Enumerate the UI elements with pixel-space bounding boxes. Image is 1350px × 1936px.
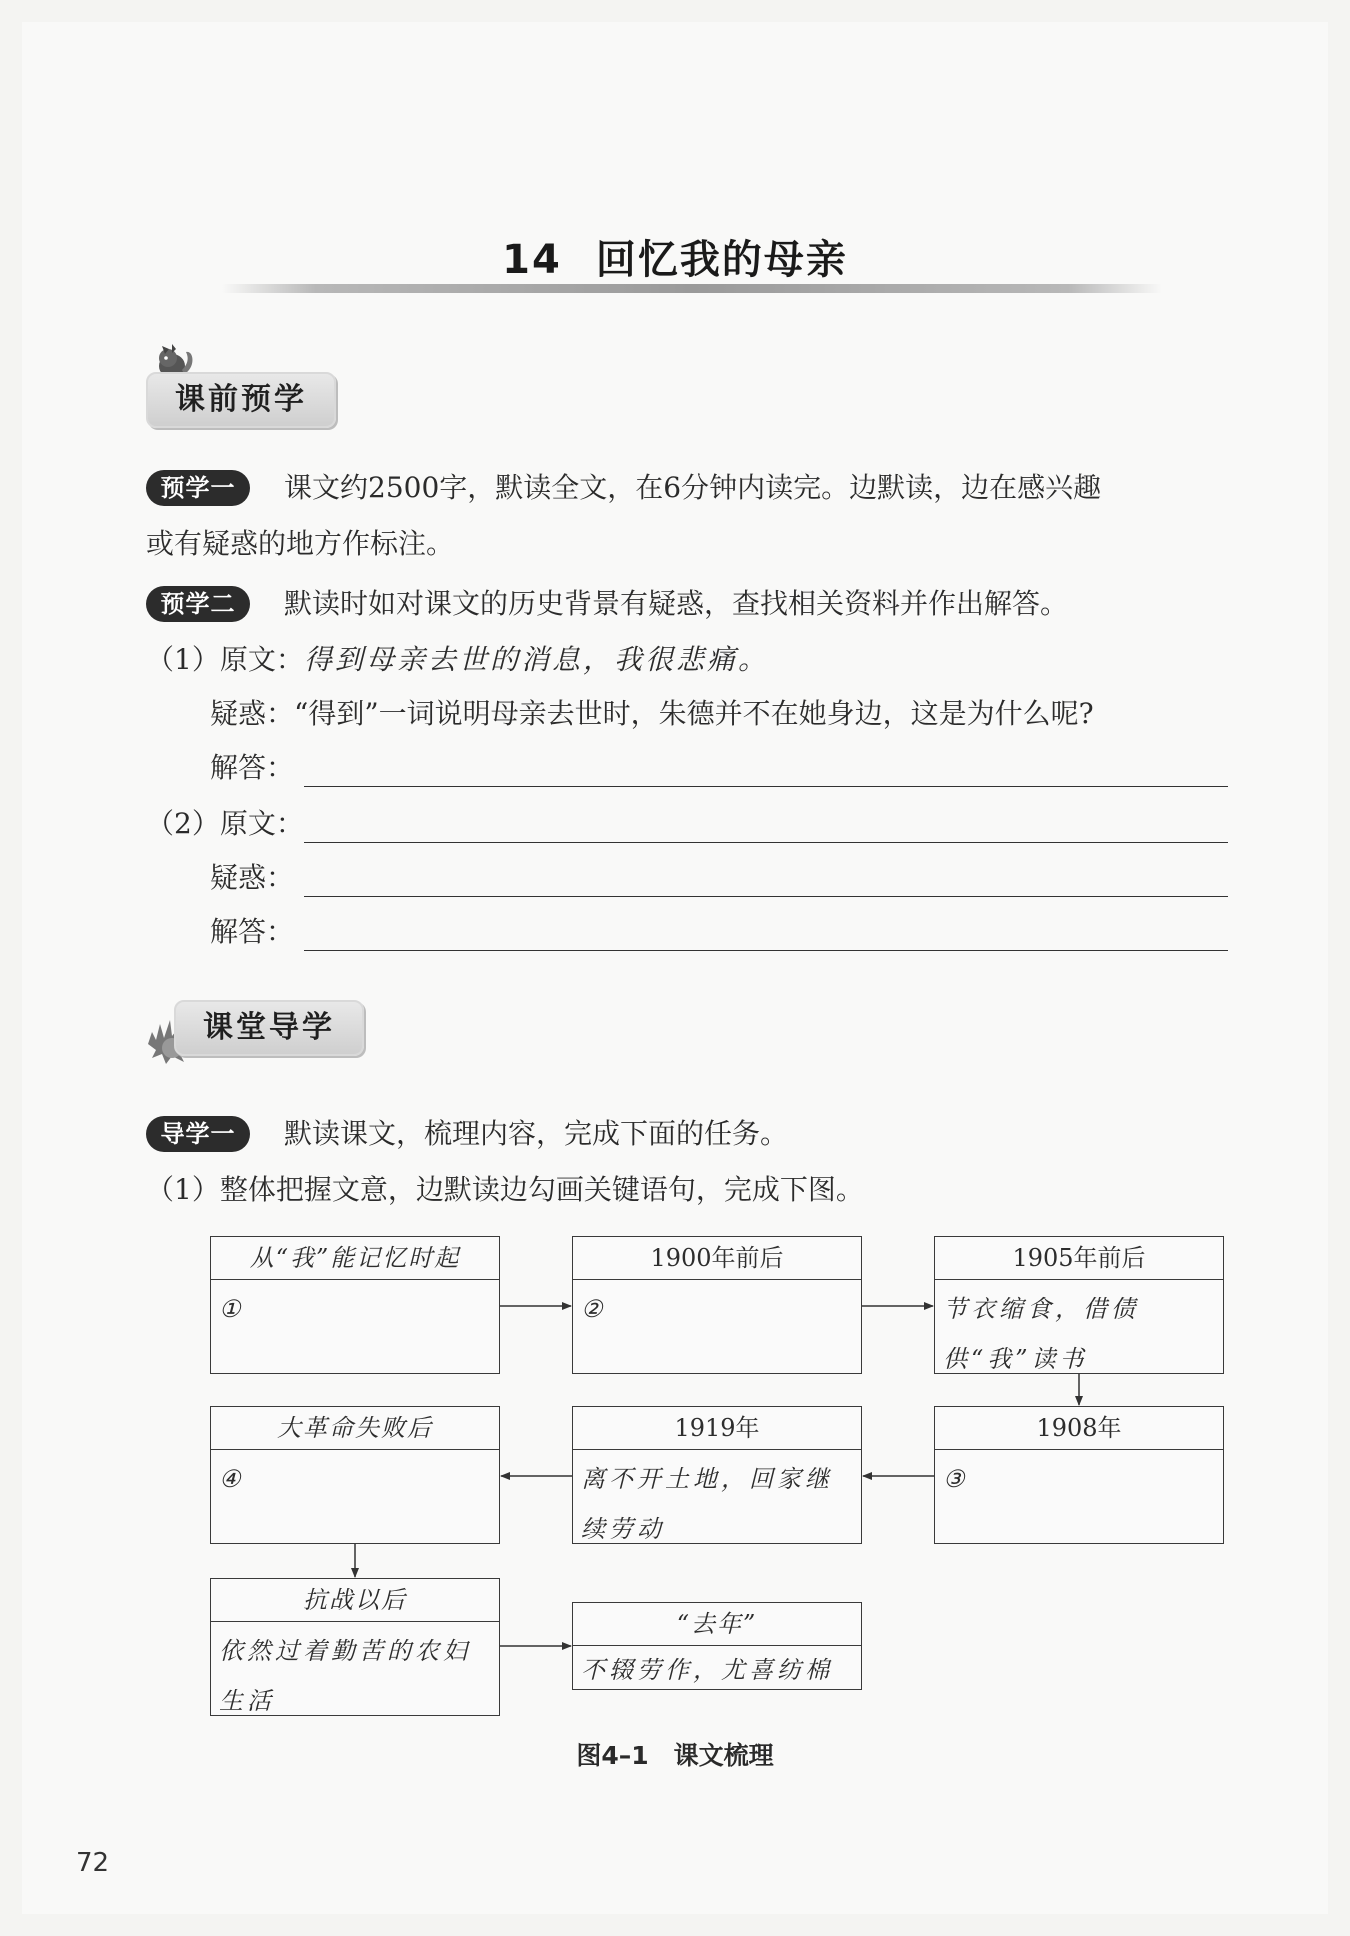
section-banner-pre-study: 课前预学 bbox=[146, 372, 336, 428]
flow-box-7-body: 依然过着勤苦的农妇生活 bbox=[219, 1637, 471, 1715]
q1-label: （1）原文： bbox=[146, 643, 304, 676]
q1-original-text: 得到母亲去世的消息，我很悲痛。 bbox=[304, 643, 770, 676]
pre-study-1-text: 课文约2500字，默读全文，在6分钟内读完。边默读，边在感兴趣 bbox=[284, 471, 1102, 504]
flow-box-6-body[interactable]: ④ bbox=[219, 1465, 245, 1493]
flow-box-4-head: 1908年 bbox=[935, 1407, 1223, 1450]
badge-pre-study-2: 预学二 bbox=[146, 586, 250, 622]
flow-box-1-head: 从“我”能记忆时起 bbox=[211, 1237, 499, 1280]
lesson-number: 14 bbox=[502, 237, 562, 283]
badge-guide-1: 导学一 bbox=[146, 1116, 250, 1152]
flow-box-6-head: 大革命失败后 bbox=[211, 1407, 499, 1450]
q2-doubt-label: 疑惑： bbox=[210, 861, 295, 894]
page-number: 72 bbox=[76, 1848, 110, 1878]
q1-answer-label: 解答： bbox=[210, 751, 295, 784]
flow-box-2-head: 1900年前后 bbox=[573, 1237, 861, 1280]
flow-box-1-body[interactable]: ① bbox=[219, 1295, 245, 1323]
q2-label: （2）原文： bbox=[146, 807, 304, 840]
guide-1-task: （1）整体把握文意，边默读边勾画关键语句，完成下图。 bbox=[146, 1173, 864, 1206]
badge-pre-study-1: 预学一 bbox=[146, 470, 250, 506]
flow-box-4-body[interactable]: ③ bbox=[943, 1465, 969, 1493]
guide-1-text: 默读课文，梳理内容，完成下面的任务。 bbox=[284, 1117, 789, 1150]
lesson-title: 回忆我的母亲 bbox=[595, 237, 848, 283]
flow-box-2-body[interactable]: ② bbox=[581, 1295, 607, 1323]
q1-doubt-text: 疑惑：“得到”一词说明母亲去世时，朱德并不在她身边，这是为什么呢? bbox=[210, 697, 1094, 730]
section-banner-class-guide: 课堂导学 bbox=[174, 1000, 364, 1056]
flow-box-5-body: 离不开土地，回家继续劳动 bbox=[581, 1465, 833, 1543]
pre-study-2-text: 默读时如对课文的历史背景有疑惑，查找相关资料并作出解答。 bbox=[284, 587, 1069, 620]
figure-caption: 图4–1 课文梳理 bbox=[576, 1741, 774, 1770]
flow-box-8-body: 不辍劳作，尤喜纺棉 bbox=[581, 1656, 833, 1684]
flow-box-3-body: 节衣缩食，借债供“我”读书 bbox=[943, 1295, 1139, 1373]
pre-study-1-text-cont: 或有疑惑的地方作标注。 bbox=[146, 527, 455, 560]
flow-box-8-head: “去年” bbox=[573, 1603, 861, 1646]
q2-answer-label: 解答： bbox=[210, 915, 295, 948]
flow-box-5-head: 1919年 bbox=[573, 1407, 861, 1450]
flow-box-7-head: 抗战以后 bbox=[211, 1579, 499, 1622]
flow-box-3-head: 1905年前后 bbox=[935, 1237, 1223, 1280]
